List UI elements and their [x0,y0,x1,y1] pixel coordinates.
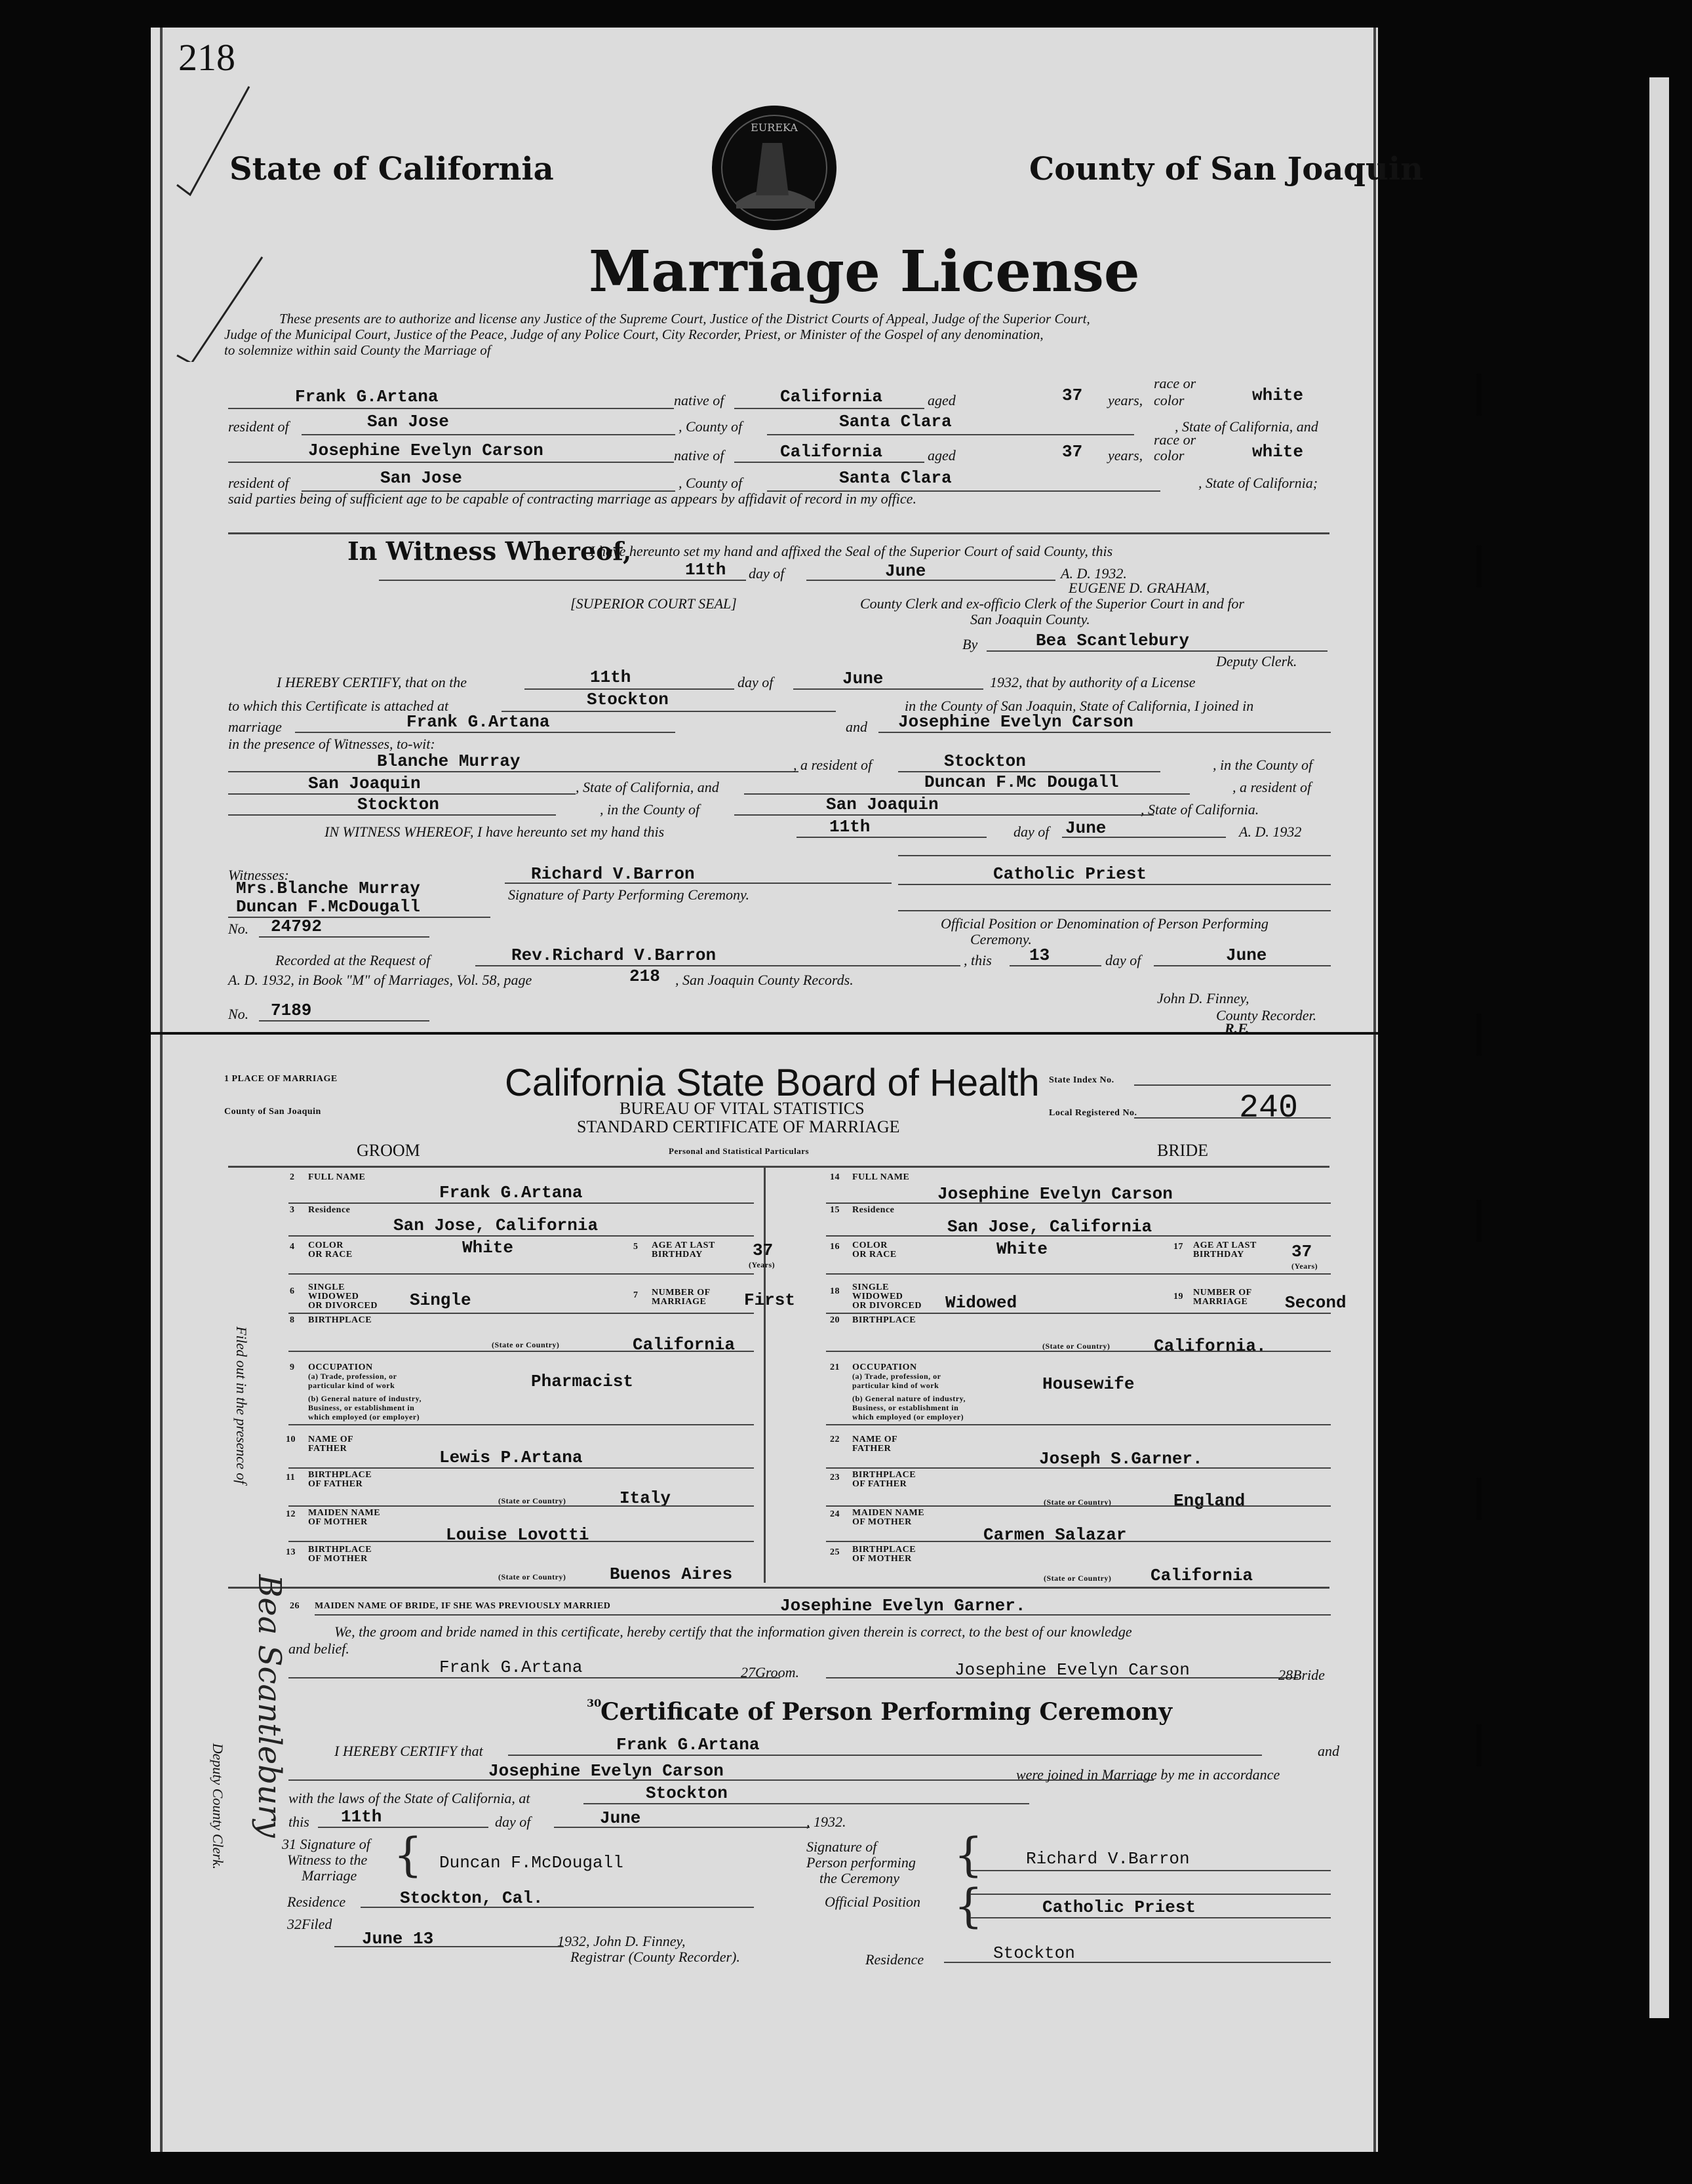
page-number: 218 [178,36,235,79]
filed-date: June 13 [362,1929,434,1949]
groom-name: Frank G.Artana [295,387,439,407]
board-title: California State Board of Health [505,1062,1040,1104]
officiant-signature: Richard V.Barron [531,864,695,884]
bride-signature: Josephine Evelyn Carson [954,1660,1190,1680]
ceremony-certificate-title: Certificate of Person Performing Ceremony [600,1698,1173,1726]
state-seal-icon [710,104,838,232]
state-heading: State of California [229,151,554,188]
witness-signature-1: Mrs.Blanche Murray [236,879,420,898]
local-registered-number: 240 [1239,1090,1299,1127]
deputy-clerk-name: Bea Scantlebury [1036,631,1190,650]
bride-name: Josephine Evelyn Carson [308,441,543,460]
court-seal-label: [SUPERIOR COURT SEAL] [570,595,737,612]
marriage-record-sheet: State of California County of San Joaquin EUREKA Marriage License These presents are to authorize and license any Justice of the Supreme Court, Justice of the District Courts of Appeal, Judge of the Superior Court, Judge of the Municipal Court, Justice of the Peace, Judge of any Police Court, City Recorder, Priest, or Minister of the Gospel of any denomination, to solemnize within said County the Marriage of Frank G.Artana native of California aged 37 years, race or color white resident of San Jose , County of Santa Clara , State of California, and Josephine Evelyn Carson native of California aged 37 years, race or color white resident of San Jose , County of Santa Clara , State of California; said parties being of sufficient age to be capable of contracting marriage as appears by affidavit of record in my office. In Witness Whereof, I have hereunto set my hand and affixed the Seal of the Superior Court of said County, this 11th day of June A. D. 1932. EUGENE D. GRAHAM, [SUPERIOR COURT SEAL] County Clerk and ex-officio Clerk of the Superior Court in and for San Joaquin County. By Bea Scantlebury Deputy Clerk. I HEREBY CERTIFY, that on the 11th day of June 1932, that by authority of a License to which this Certificate is attached at Stockton in the County of San Joaquin, State of California, I joined in marriage Frank G.Artana and Josephine Evelyn Carson in the presence of Witnesses, to-wit: Blanche Murray , a resident of Stockton , in the County of San Joaquin , State of California, and Duncan F.Mc Dougall , a resident of Stockton , in the County of San Joaquin , State of California. IN WITNESS WHEREOF, I have hereunto set my hand this 11th day of June A. D. 1932 Witnesses: Mrs.Blanche Murray Duncan F.McDougall Richard V.Barron Signature of Party Performing Ceremony. Catholic Priest Official Position or Denomination of Person Performing Ceremony. No. 24792 Recorded at the Request of Rev.Richard V.Barron , this 13 day of June A. D. 1932, in Book "M" of Marriages, Vol. 58, page 218 , San Joaquin County Records. John D. Finney, No. 7189 County Recorder. R.F. 1 PLACE OF MARRIAGE County of San Joaquin California State Board of Health BUREAU OF VITAL STATISTICS STANDARD CERTIFICATE OF MARRIAGE Personal and Statistical Particulars State Index No. Local Registered No. 240 GROOM BRIDE 2 FULL NAME Frank G.Artana 3 Residence San Jose, California 4 COLOR OR RACE White 5 AGE AT LAST BIRTHDAY 37 (Years) 6 SINGLE WIDOWED OR DIVORCED Single 7 NUMBER OF MARRIAGE First 8 BIRTHPLACE (State or Country) California 9 OCCUPATION (a) Trade, profession, or particular kind of work Pharmacist (b) General nature of industry, Business, or establishment in which employed (or employer) 10 NAME OF FATHER Lewis P.Artana 11 BIRTHPLACE OF FATHER (State or Country) Italy 12 MAIDEN NAME OF MOTHER Louise Lovotti 13 BIRTHPLACE OF MOTHER (State or Country) Buenos Aires 14 FULL NAME Josephine Evelyn Carson 15 Residence San Jose, California 16 COLOR OR RACE White 17 AGE AT LAST BIRTHDAY 37 (Years) 18 SINGLE WIDOWED OR DIVORCED Widowed 19 NUMBER OF MARRIAGE Second 20 BIRTHPLACE (State or Country) California. 21 OCCUPATION (a) Trade, profession, or particular kind of work Housewife (b) General nature of industry, Business, or establishment in which employed (or employer) 22 NAME OF FATHER Joseph S.Garner. 23 BIRTHPLACE OF FATHER (State or Country) England 24 MAIDEN NAME OF MOTHER Carmen Salazar 25 BIRTHPLACE OF MOTHER (State or Country) California 26 MAIDEN NAME OF BRIDE, IF SHE WAS PREVIOUSLY MARRIED Josephine Evelyn Garner. We, the groom and bride named in this certificate, hereby certify that the information given therein is correct, to the best of our knowledge and belief. Frank G.Artana 27Groom. Josephine Evelyn Carson 28Bride 30 Certificate of Person Performing Ceremony I HEREBY CERTIFY that Frank G.Artana and Josephine Evelyn Carson were joined in Marriage by me in accordance with the laws of the State of California, at Stockton this 11th day of June , 1932. 31 Signature of Witness to the Marriage { Duncan F.McDougall Signature of Person performing the Ceremony { Richard V.Barron Residence Stockton, Cal. Official Position { Catholic Priest 32Filed June 13 1932, John D. Finney, Registrar (County Recorder). Residence Stockton Filed out in the presence of Bea Scantlebury Deputy County Clerk. [151,28,1378,2152]
checkmark-icon [151,60,282,362]
document-title: Marriage License [589,239,1140,305]
witness-signature: Duncan F.McDougall [439,1853,623,1873]
county-heading: County of San Joaquin [1029,151,1423,188]
svg-text:EUREKA: EUREKA [751,121,798,134]
performer-signature: Richard V.Barron [1026,1849,1190,1869]
license-number: 24792 [271,917,323,936]
groom-signature: Frank G.Artana [439,1658,583,1677]
marriage-place: Stockton [587,690,669,709]
deputy-clerk-signature: Bea Scantlebury [250,1574,288,1838]
witness-signature-2: Duncan F.McDougall [236,897,420,917]
